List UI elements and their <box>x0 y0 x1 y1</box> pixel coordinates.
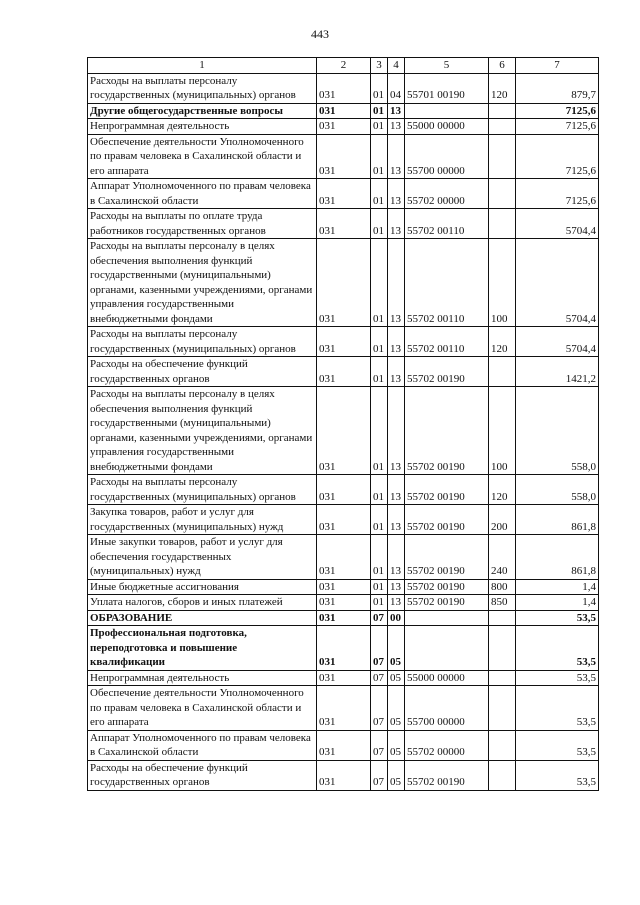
cell-expense-type <box>489 686 516 731</box>
cell-section-code: 01 <box>371 535 388 580</box>
cell-department-code: 031 <box>317 505 371 535</box>
cell-subsection-code: 00 <box>388 610 405 626</box>
cell-amount: 7125,6 <box>516 134 599 179</box>
table-row <box>88 119 599 135</box>
cell-department-code: 031 <box>317 760 371 790</box>
table-row <box>88 626 599 671</box>
cell-department-code: 031 <box>317 579 371 595</box>
cell-name: Иные бюджетные ассигнования <box>88 579 317 595</box>
cell-amount: 53,5 <box>516 670 599 686</box>
cell-department-code: 031 <box>317 239 371 327</box>
cell-subsection-code: 05 <box>388 730 405 760</box>
cell-name: Аппарат Уполномоченного по правам человека в Сахалинской области <box>88 179 317 209</box>
header-col-7: 7 <box>516 58 599 74</box>
table-row <box>88 327 599 357</box>
cell-subsection-code: 13 <box>388 595 405 611</box>
cell-section-code: 01 <box>371 595 388 611</box>
page-number: 443 <box>311 27 329 41</box>
cell-department-code: 031 <box>317 670 371 686</box>
table-row <box>88 535 599 580</box>
cell-subsection-code: 04 <box>388 73 405 103</box>
cell-subsection-code: 13 <box>388 134 405 179</box>
cell-amount: 1,4 <box>516 595 599 611</box>
cell-section-code: 01 <box>371 209 388 239</box>
cell-department-code: 031 <box>317 209 371 239</box>
cell-expense-type: 850 <box>489 595 516 611</box>
cell-section-code: 07 <box>371 626 388 671</box>
cell-amount: 53,5 <box>516 610 599 626</box>
cell-section-code: 01 <box>371 357 388 387</box>
cell-target-article: 55700 00000 <box>405 134 489 179</box>
table-row <box>88 209 599 239</box>
cell-name: Уплата налогов, сборов и иных платежей <box>88 595 317 611</box>
cell-department-code: 031 <box>317 730 371 760</box>
cell-target-article: 55701 00190 <box>405 73 489 103</box>
cell-department-code: 031 <box>317 610 371 626</box>
cell-target-article: 55702 00000 <box>405 179 489 209</box>
header-col-1: 1 <box>88 58 317 74</box>
cell-target-article: 55702 00190 <box>405 535 489 580</box>
cell-expense-type: 200 <box>489 505 516 535</box>
cell-subsection-code: 13 <box>388 209 405 239</box>
table-row <box>88 179 599 209</box>
cell-name: ОБРАЗОВАНИЕ <box>88 610 317 626</box>
table-row <box>88 505 599 535</box>
cell-name: Расходы на обеспечение функций государственных органов <box>88 357 317 387</box>
table-row <box>88 239 599 327</box>
cell-name: Иные закупки товаров, работ и услуг для обеспечения государственных (муниципальных) нужд <box>88 535 317 580</box>
cell-target-article: 55702 00110 <box>405 327 489 357</box>
cell-amount: 53,5 <box>516 730 599 760</box>
cell-department-code: 031 <box>317 595 371 611</box>
header-col-5: 5 <box>405 58 489 74</box>
cell-section-code: 01 <box>371 475 388 505</box>
cell-target-article: 55702 00190 <box>405 387 489 475</box>
cell-amount: 7125,6 <box>516 179 599 209</box>
cell-section-code: 01 <box>371 387 388 475</box>
cell-subsection-code: 13 <box>388 579 405 595</box>
cell-expense-type: 800 <box>489 579 516 595</box>
cell-target-article: 55000 00000 <box>405 670 489 686</box>
table-body <box>88 73 599 790</box>
cell-amount: 53,5 <box>516 686 599 731</box>
cell-expense-type <box>489 610 516 626</box>
cell-amount: 5704,4 <box>516 209 599 239</box>
cell-department-code: 031 <box>317 357 371 387</box>
table-row <box>88 357 599 387</box>
cell-department-code: 031 <box>317 535 371 580</box>
cell-target-article: 55702 00190 <box>405 505 489 535</box>
cell-amount: 879,7 <box>516 73 599 103</box>
cell-amount: 558,0 <box>516 475 599 505</box>
cell-section-code: 07 <box>371 686 388 731</box>
cell-target-article: 55702 00190 <box>405 595 489 611</box>
cell-subsection-code: 13 <box>388 119 405 135</box>
cell-target-article: 55702 00190 <box>405 357 489 387</box>
table-row <box>88 475 599 505</box>
cell-expense-type <box>489 209 516 239</box>
cell-name: Расходы на выплаты персоналу государственных (муниципальных) органов <box>88 73 317 103</box>
cell-target-article: 55702 00000 <box>405 730 489 760</box>
cell-subsection-code: 13 <box>388 103 405 119</box>
cell-department-code: 031 <box>317 103 371 119</box>
cell-subsection-code: 13 <box>388 327 405 357</box>
cell-section-code: 01 <box>371 327 388 357</box>
table-row <box>88 103 599 119</box>
cell-subsection-code: 13 <box>388 387 405 475</box>
cell-name: Расходы на выплаты персоналу в целях обеспечения выполнения функций государственными (муниципальными) органами, казенными учреждениями, органами управления государственными внебюджетными фондами <box>88 387 317 475</box>
cell-target-article: 55702 00110 <box>405 239 489 327</box>
cell-name: Другие общегосударственные вопросы <box>88 103 317 119</box>
cell-expense-type <box>489 134 516 179</box>
cell-target-article: 55702 00190 <box>405 579 489 595</box>
table-row <box>88 610 599 626</box>
cell-department-code: 031 <box>317 327 371 357</box>
table-row <box>88 595 599 611</box>
cell-subsection-code: 13 <box>388 535 405 580</box>
cell-amount: 558,0 <box>516 387 599 475</box>
cell-expense-type <box>489 730 516 760</box>
cell-name: Расходы на выплаты по оплате труда работников государственных органов <box>88 209 317 239</box>
cell-section-code: 01 <box>371 103 388 119</box>
cell-expense-type: 240 <box>489 535 516 580</box>
cell-expense-type: 120 <box>489 475 516 505</box>
cell-target-article: 55702 00190 <box>405 475 489 505</box>
table-row <box>88 670 599 686</box>
cell-subsection-code: 05 <box>388 670 405 686</box>
cell-subsection-code: 05 <box>388 686 405 731</box>
cell-name: Обеспечение деятельности Уполномоченного по правам человека в Сахалинской области и его аппарата <box>88 134 317 179</box>
cell-target-article <box>405 610 489 626</box>
cell-amount: 53,5 <box>516 760 599 790</box>
cell-amount: 5704,4 <box>516 327 599 357</box>
table-row <box>88 730 599 760</box>
cell-expense-type: 120 <box>489 327 516 357</box>
cell-expense-type <box>489 626 516 671</box>
cell-department-code: 031 <box>317 179 371 209</box>
table-row <box>88 73 599 103</box>
cell-subsection-code: 05 <box>388 626 405 671</box>
cell-target-article: 55702 00190 <box>405 760 489 790</box>
cell-name: Закупка товаров, работ и услуг для государственных (муниципальных) нужд <box>88 505 317 535</box>
cell-expense-type: 100 <box>489 387 516 475</box>
cell-name: Расходы на выплаты персоналу государственных (муниципальных) органов <box>88 475 317 505</box>
cell-name: Обеспечение деятельности Уполномоченного по правам человека в Сахалинской области и его аппарата <box>88 686 317 731</box>
cell-name: Профессиональная подготовка, переподготовка и повышение квалификации <box>88 626 317 671</box>
cell-subsection-code: 13 <box>388 179 405 209</box>
header-col-3: 3 <box>371 58 388 74</box>
cell-section-code: 07 <box>371 670 388 686</box>
cell-target-article <box>405 626 489 671</box>
cell-target-article: 55700 00000 <box>405 686 489 731</box>
cell-subsection-code: 13 <box>388 239 405 327</box>
cell-department-code: 031 <box>317 387 371 475</box>
cell-department-code: 031 <box>317 626 371 671</box>
cell-expense-type <box>489 760 516 790</box>
cell-amount: 7125,6 <box>516 103 599 119</box>
cell-amount: 861,8 <box>516 535 599 580</box>
cell-subsection-code: 05 <box>388 760 405 790</box>
cell-amount: 7125,6 <box>516 119 599 135</box>
cell-section-code: 01 <box>371 119 388 135</box>
cell-target-article <box>405 103 489 119</box>
cell-department-code: 031 <box>317 73 371 103</box>
cell-department-code: 031 <box>317 119 371 135</box>
cell-amount: 861,8 <box>516 505 599 535</box>
table-row <box>88 387 599 475</box>
table-row <box>88 579 599 595</box>
cell-section-code: 01 <box>371 134 388 179</box>
header-col-2: 2 <box>317 58 371 74</box>
cell-section-code: 01 <box>371 239 388 327</box>
cell-target-article: 55702 00110 <box>405 209 489 239</box>
table-row <box>88 134 599 179</box>
cell-amount: 5704,4 <box>516 239 599 327</box>
cell-amount: 53,5 <box>516 626 599 671</box>
header-col-6: 6 <box>489 58 516 74</box>
cell-section-code: 07 <box>371 730 388 760</box>
cell-amount: 1421,2 <box>516 357 599 387</box>
cell-department-code: 031 <box>317 134 371 179</box>
cell-expense-type <box>489 179 516 209</box>
cell-name: Расходы на обеспечение функций государственных органов <box>88 760 317 790</box>
cell-target-article: 55000 00000 <box>405 119 489 135</box>
cell-expense-type <box>489 119 516 135</box>
header-row <box>88 58 599 74</box>
cell-department-code: 031 <box>317 475 371 505</box>
cell-section-code: 07 <box>371 610 388 626</box>
cell-expense-type <box>489 103 516 119</box>
cell-expense-type: 100 <box>489 239 516 327</box>
cell-name: Расходы на выплаты персоналу в целях обеспечения выполнения функций государственными (муниципальными) органами, казенными учреждениями, органами управления государственными внебюджетными фондами <box>88 239 317 327</box>
cell-section-code: 01 <box>371 73 388 103</box>
budget-table <box>87 57 599 791</box>
cell-name: Непрограммная деятельность <box>88 119 317 135</box>
cell-name: Расходы на выплаты персоналу государственных (муниципальных) органов <box>88 327 317 357</box>
table-row <box>88 686 599 731</box>
cell-expense-type <box>489 357 516 387</box>
cell-section-code: 01 <box>371 505 388 535</box>
cell-section-code: 07 <box>371 760 388 790</box>
cell-expense-type <box>489 670 516 686</box>
cell-expense-type: 120 <box>489 73 516 103</box>
cell-subsection-code: 13 <box>388 357 405 387</box>
cell-department-code: 031 <box>317 686 371 731</box>
header-col-4: 4 <box>388 58 405 74</box>
cell-subsection-code: 13 <box>388 475 405 505</box>
table-row <box>88 760 599 790</box>
cell-section-code: 01 <box>371 579 388 595</box>
cell-amount: 1,4 <box>516 579 599 595</box>
cell-section-code: 01 <box>371 179 388 209</box>
cell-name: Аппарат Уполномоченного по правам человека в Сахалинской области <box>88 730 317 760</box>
cell-name: Непрограммная деятельность <box>88 670 317 686</box>
cell-subsection-code: 13 <box>388 505 405 535</box>
